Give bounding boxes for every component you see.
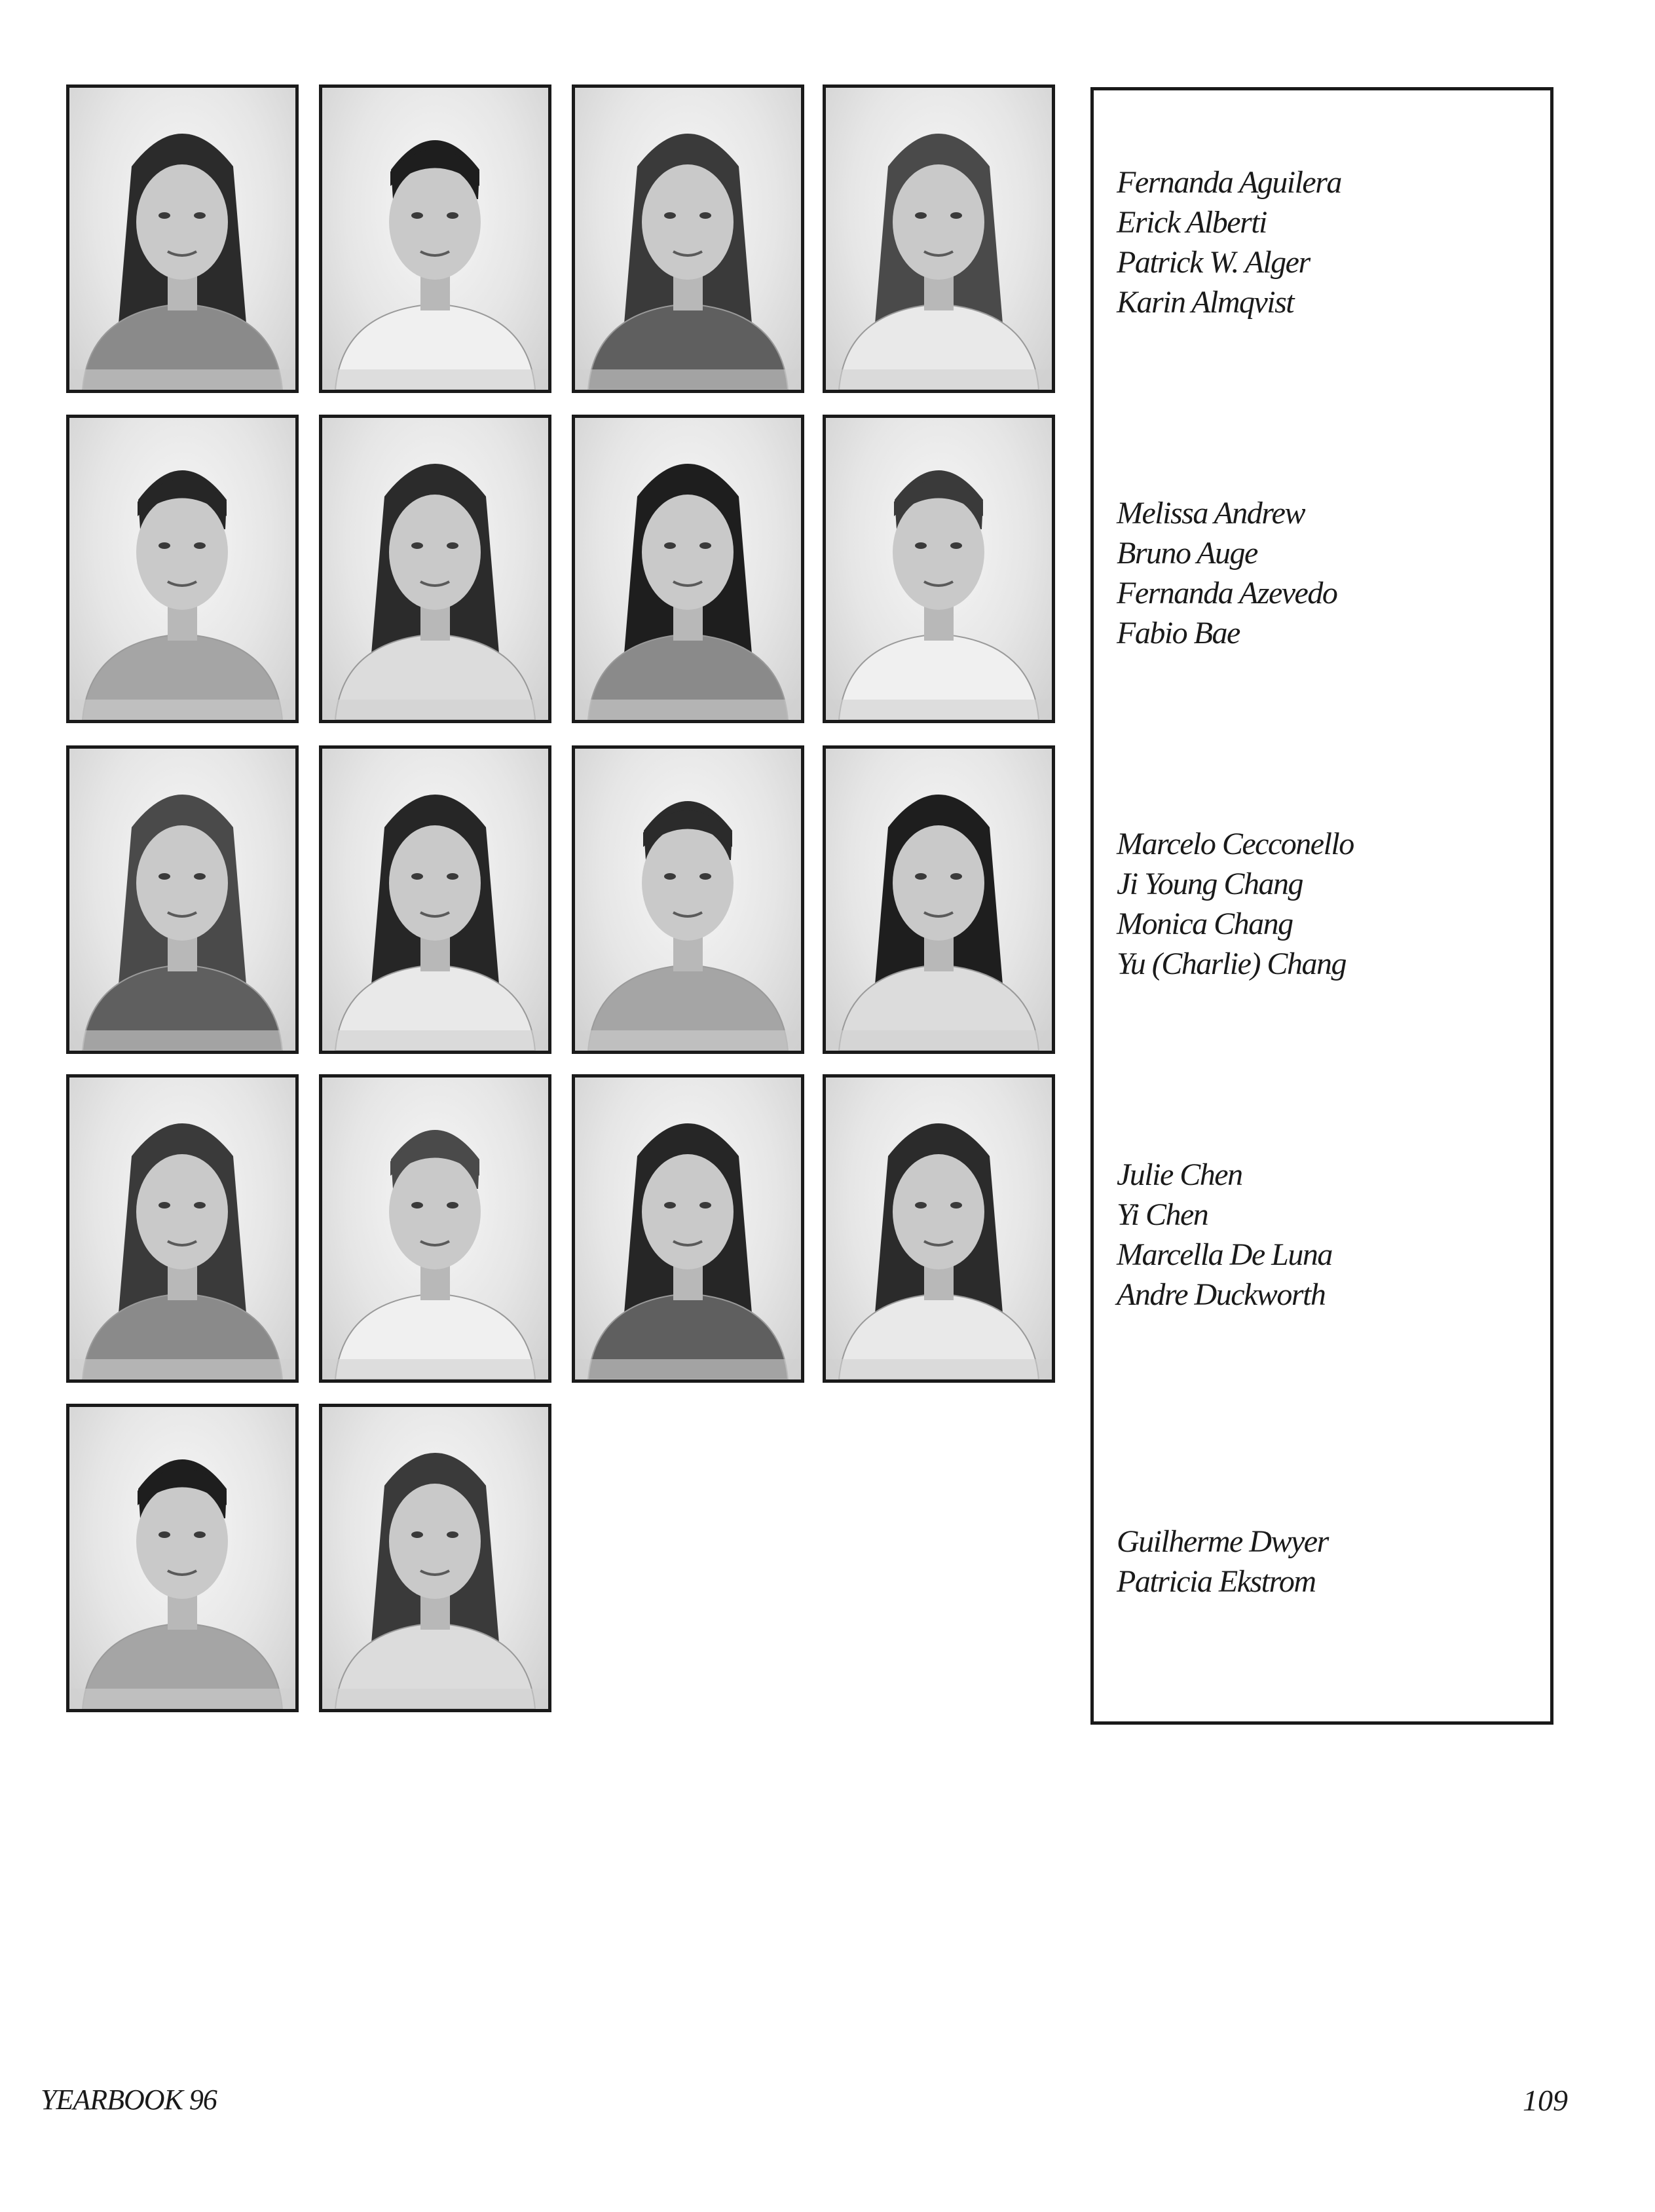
student-photo bbox=[572, 745, 804, 1054]
portrait-image bbox=[322, 1078, 548, 1379]
name-group-row-1 bbox=[1117, 162, 1341, 322]
student-name: Julie Chen bbox=[1117, 1157, 1242, 1192]
student-photo bbox=[572, 1074, 804, 1383]
student-photo bbox=[66, 1074, 299, 1383]
portrait-image bbox=[69, 749, 295, 1051]
student-name: Patrick W. Alger bbox=[1117, 245, 1310, 280]
student-name: Guilherme Dwyer bbox=[1117, 1524, 1328, 1559]
page-number: 109 bbox=[1523, 2084, 1568, 2117]
portrait-image bbox=[826, 88, 1052, 390]
student-photo bbox=[66, 415, 299, 723]
student-name: Ji Young Chang bbox=[1117, 867, 1303, 901]
portrait-image bbox=[69, 1078, 295, 1379]
student-photo bbox=[319, 1404, 551, 1712]
student-name: Patricia Ekstrom bbox=[1117, 1564, 1316, 1599]
portrait-image bbox=[322, 418, 548, 720]
student-name: Marcella De Luna bbox=[1117, 1237, 1332, 1272]
student-name: Melissa Andrew bbox=[1117, 496, 1305, 531]
portrait-image bbox=[826, 418, 1052, 720]
portrait-image bbox=[69, 1407, 295, 1709]
portrait-image bbox=[575, 749, 801, 1051]
student-name: Fernanda Azevedo bbox=[1117, 576, 1337, 610]
name-group-row-2 bbox=[1117, 493, 1337, 653]
student-photo bbox=[66, 1404, 299, 1712]
student-photo bbox=[823, 415, 1055, 723]
student-photo bbox=[319, 84, 551, 393]
student-name: Yu (Charlie) Chang bbox=[1117, 947, 1346, 981]
student-name: Erick Alberti bbox=[1117, 205, 1267, 240]
student-photo bbox=[572, 84, 804, 393]
student-name: Marcelo Cecconello bbox=[1117, 827, 1354, 861]
portrait-image bbox=[575, 1078, 801, 1379]
publication-title: YEARBOOK 96 bbox=[41, 2084, 217, 2116]
student-name: Bruno Auge bbox=[1117, 536, 1257, 571]
name-group-row-5 bbox=[1117, 1522, 1328, 1602]
portrait-image bbox=[322, 749, 548, 1051]
student-photo bbox=[823, 745, 1055, 1054]
portrait-image bbox=[69, 418, 295, 720]
portrait-image bbox=[826, 1078, 1052, 1379]
portrait-image bbox=[322, 88, 548, 390]
student-name: Monica Chang bbox=[1117, 907, 1293, 941]
names-box bbox=[1090, 87, 1553, 1725]
portrait-image bbox=[322, 1407, 548, 1709]
student-name: Fabio Bae bbox=[1117, 616, 1240, 650]
portrait-image bbox=[826, 749, 1052, 1051]
portrait-image bbox=[575, 418, 801, 720]
student-photo bbox=[572, 415, 804, 723]
student-photo bbox=[823, 84, 1055, 393]
name-group-row-4 bbox=[1117, 1155, 1332, 1315]
student-name: Yi Chen bbox=[1117, 1197, 1208, 1232]
student-photo bbox=[823, 1074, 1055, 1383]
portrait-image bbox=[69, 88, 295, 390]
student-photo bbox=[66, 84, 299, 393]
name-group-row-3 bbox=[1117, 824, 1354, 984]
student-photo bbox=[319, 415, 551, 723]
student-photo bbox=[319, 745, 551, 1054]
student-photo bbox=[66, 745, 299, 1054]
student-name: Andre Duckworth bbox=[1117, 1277, 1326, 1312]
student-name: Karin Almqvist bbox=[1117, 285, 1294, 320]
portrait-image bbox=[575, 88, 801, 390]
student-photo bbox=[319, 1074, 551, 1383]
student-name: Fernanda Aguilera bbox=[1117, 165, 1341, 200]
